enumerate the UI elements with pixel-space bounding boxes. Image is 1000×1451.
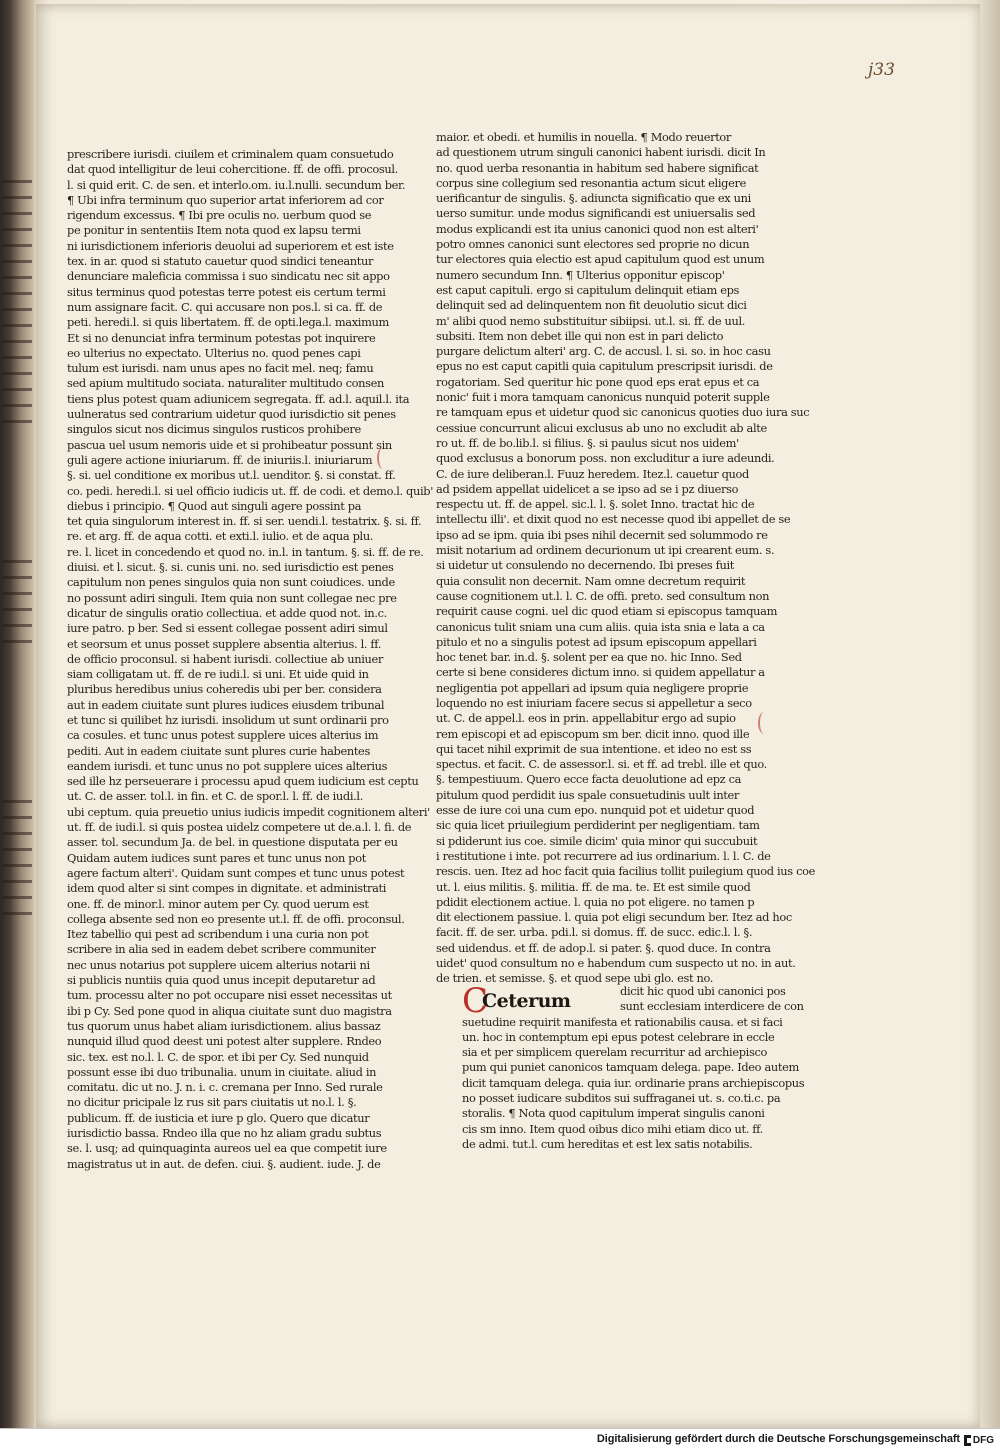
- text-line: pitulo et no a singulis potest ad ipsum episcopum appellari: [436, 634, 757, 649]
- text-line: epus no est caput capitli quia capitulum prescripsit iurisdi. de: [436, 359, 773, 374]
- text-line: eo ulterius no expectato. Ulterius no. quod penes capi: [67, 345, 361, 360]
- text-line: idem quod alter si sint compes in dignitate. et administrati: [67, 881, 387, 896]
- text-line: potro omnes canonici sunt electores sed proprie no dicun: [436, 237, 750, 252]
- text-line: asser. tol. secundum Ja. de bel. in questione disputata per eu: [67, 835, 398, 850]
- text-line: capitulum non penes singulos quia non sunt coiudices. unde: [67, 575, 395, 590]
- text-line: i restitutione i inte. pot recurrere ad ius ordinarium. l. l. C. de: [436, 848, 771, 863]
- text-line: tet quia singulorum interest in. ff. si ser. uendi.l. testatrix. §. si. ff.: [67, 514, 422, 529]
- text-line: modus explicandi est ita unius canonici quod non est alteri': [436, 221, 759, 236]
- dfg-logo-icon: [964, 1435, 971, 1446]
- text-line: iure patro. p ber. Sed si essent collegae possent adiri simul: [67, 621, 388, 636]
- text-line: cessiue concurrunt alicui exclusus ab uno no excludit ab alte: [436, 420, 767, 435]
- text-line: et tunc si quilibet hz iurisdi. insolidum ut sunt ordinarii pro: [67, 712, 389, 727]
- text-line: §. si. uel conditione ex moribus ut.l. uenditor. §. si constat. ff.: [67, 468, 396, 483]
- text-line: pitulum quod perdidit ius spale consuetudinis uult inter: [436, 787, 740, 802]
- text-line: no. quod uerba resonantia in habitum sed habere significat: [436, 160, 759, 175]
- text-line: ubi ceptum. quia preuetio unius iudicis impedit cognitionem alteri': [67, 804, 430, 819]
- footer-bar: [0, 1428, 1000, 1451]
- text-line: rigendum excessus. ¶ Ibi pre oculis no. uerbum quod se: [67, 208, 372, 223]
- text-line: prescribere iurisdi. ciuilem et criminalem quam consuetudo: [67, 147, 394, 161]
- text-line: rogatoriam. Sed queritur hic pone quod eps erat epus et ca: [436, 374, 760, 389]
- text-line: situs terminus quod potestas terre potest eis certum termi: [67, 284, 386, 299]
- text-line: sic. tex. est no.l. l. C. de spor. et ibi per Cy. Sed nunquid: [67, 1049, 369, 1064]
- red-initial: C: [462, 981, 489, 1021]
- text-line: siam colligatam ut. ff. de re iudi.l. si uni. Et uide quid in: [67, 667, 369, 682]
- text-line: nec unus notarius pot supplere uicem alterius notarii ni: [67, 957, 370, 972]
- text-line: re. et arg. ff. de aqua cotti. et exti.l. iulio. et de aqua plu.: [67, 529, 374, 544]
- text-line: dicit hic quod ubi canonici pos: [620, 984, 786, 998]
- text-line: de admi. tut.l. cum hereditas et est lex satis notabilis.: [462, 1136, 753, 1151]
- dfg-logo-text: DFG: [972, 1434, 994, 1446]
- folio-number: j33: [868, 60, 895, 80]
- text-line: ad psidem appellat uidelicet a se ipso ad se i pz diuerso: [436, 481, 739, 496]
- text-line: collega absente sed non eo presente ut.l. ff. de offi. proconsul.: [67, 911, 405, 926]
- text-line: si publicis nuntiis quia quod unus incepit deputaretur ad: [67, 973, 376, 988]
- text-line: numero secundum Inn. ¶ Ulterius opponitur episcop': [436, 267, 725, 282]
- text-line: §. tempestiuum. Quero ecce facta deuolutione ad epz ca: [436, 772, 742, 787]
- text-line: ibi p Cy. Sed pone quod in aliqua ciuitate sunt duo magistra: [67, 1003, 392, 1018]
- text-line: sia et per simplicem querelam recurritur ad archiepisco: [462, 1045, 767, 1060]
- text-line: dicit tamquam delega. quia iur. ordinarie prans archiepiscopus: [462, 1075, 805, 1090]
- text-line: qui tacet nihil exprimit de sua intentione. et ideo no est ss: [436, 741, 752, 756]
- text-line: intellectu illi'. et dixit quod no est necesse quod ibi appellet de se: [436, 512, 791, 527]
- text-line: eandem iurisdi. et tunc unus no pot supplere uices alterius: [67, 758, 388, 773]
- text-line: delinquit sed ad delinquentem non fit deuolutio sicut dici: [436, 298, 747, 313]
- text-line: no posset iudicare subditos sui suffraganei ut. s. co.ti.c. pa: [462, 1091, 781, 1106]
- text-line: canonicus tulit sniam una cum aliis. quia ista snia e lata a ca: [436, 619, 765, 634]
- text-line: sunt ecclesiam interdicere de con: [620, 999, 804, 1014]
- text-line: pe ponitur in sententiis Item nota quod ex lapsu termi: [67, 223, 361, 238]
- text-line: co. pedi. heredi.l. si uel officio iudicis ut. ff. de codi. et demo.l. quib': [67, 483, 433, 498]
- text-line: ni iurisdictionem inferioris deuolui ad superiorem et est iste: [67, 238, 394, 253]
- text-line: nunquid illud quod deest uni potest alter supplere. Rndeo: [67, 1034, 382, 1049]
- text-line: ut. ff. de iudi.l. si quis postea uidelz competere ut de.a.l. l. fi. de: [67, 820, 412, 835]
- text-line: tur electores quia electio est apud capitulum quod est unum: [436, 252, 765, 267]
- text-line: pdidit electionem actiue. l. quia no pot eligere. no tamen p: [436, 894, 755, 909]
- text-line: misit notarium ad ordinem decurionum ut ipi crearent eum. s.: [436, 543, 775, 558]
- text-line: maior. et obedi. et humilis in nouella. ¶ Modo reuertor: [436, 130, 732, 144]
- text-line: magistratus ut in aut. de defen. ciui. §. audient. iude. J. de: [67, 1156, 381, 1171]
- text-line: de trien. et semisse. §. et quod sepe ubi glo. est no.: [436, 971, 714, 986]
- text-line: quod exclusus a bonorum poss. non excluditur a iure adeundi.: [436, 451, 775, 466]
- text-line: corpus sine collegium sed resonantia actum sicut eligere: [436, 175, 746, 190]
- text-line: tex. in ar. quod si statuto cauetur quod sindici teneantur: [67, 254, 374, 269]
- text-line: no dicitur pricipale lz rus sit pars ciuitatis ut no.l. l. §.: [67, 1095, 357, 1110]
- text-line: de officio proconsul. si habent iurisdi. collectiue ab uniuer: [67, 651, 383, 666]
- text-line: un. hoc in contemptum epi epus potest celebrare in eccle: [462, 1029, 775, 1044]
- text-line: pluribus heredibus unius coheredis ubi per ber. considera: [67, 682, 382, 697]
- text-line: sed uidendus. et ff. de adop.l. si pater. §. quod duce. In contra: [436, 940, 771, 955]
- text-line: esse de iure coi una cum epo. nunquid pot et uidetur quod: [436, 803, 755, 818]
- text-line: sed ille hz perseuerare i processu apud quem iudicium est ceptu: [67, 774, 419, 789]
- text-line: dit electionem passiue. l. quia pot eligi secundum ber. Itez ad hoc: [436, 910, 792, 925]
- text-line: quia consulit non decernit. Nam omne decretum requirit: [436, 573, 746, 588]
- text-line: one. ff. de minor.l. minor autem per Cy. quod uerum est: [67, 896, 369, 911]
- text-line: certe si bene consideres dictum inno. si quidem appellatur a: [436, 665, 765, 680]
- text-line: nonic' fuit i mora tamquam canonicus nunquid poterit supple: [436, 390, 770, 405]
- text-line: sed apium multitudo sociata. naturaliter multitudo consen: [67, 376, 384, 391]
- text-line: pascua uel usum nemoris uide et si prohibeatur possunt sin: [67, 437, 392, 452]
- text-line: requirit cause cogni. uel dic quod etiam si episcopus tamquam: [436, 604, 778, 619]
- text-line: sic quia licet priuilegium perdiderint per negligentiam. tam: [436, 818, 760, 833]
- text-line: ro ut. ff. de bo.lib.l. si filius. §. si paulus sicut nos uidem': [436, 435, 739, 450]
- text-line: dat quod intelligitur de leui cohercitione. ff. de offi. procosul.: [67, 162, 398, 177]
- text-line: ad questionem utrum singuli canonici habent iurisdi. dicit In: [436, 145, 766, 160]
- text-line: tum. processu alter no pot occupare nisi esset necessitas ut: [67, 988, 392, 1003]
- text-line: est caput capituli. ergo si capitulum delinquit etiam eps: [436, 282, 740, 297]
- text-line: agere factum alteri'. Quidam sunt compes et tunc unus potest: [67, 865, 405, 880]
- text-line: tiens plus potest quam adiunicem segregata. ff. ad.l. aquil.l. ita: [67, 391, 410, 406]
- text-line: tus quorum unus habet aliam iurisdictionem. alius bassaz: [67, 1018, 381, 1033]
- text-line: si uidetur ut consulendo no decernendo. Ibi preses fuit: [436, 558, 735, 573]
- digitization-credit: Digitalisierung gefördert durch die Deutsche Forschungsgemeinschaft: [596, 1433, 960, 1445]
- text-line: respectu ut. ff. de appel. sic.l. l. §. solet Inno. tractat hic de: [436, 497, 755, 512]
- text-line: ¶ Ubi infra terminum quo superior artat inferiorem ad cor: [67, 192, 384, 207]
- text-line: m' alibi quod nemo substituitur sibiipsi. ut.l. si. ff. de uul.: [436, 313, 746, 328]
- text-line: pum qui puniet canonicos tamquam delega. pape. Ideo autem: [462, 1060, 799, 1075]
- text-line: loquendo no est iniuriam facere secus si appelletur a seco: [436, 695, 752, 710]
- text-line: diuisi. et l. sicut. §. si. cunis uni. no. sed iurisdictio est penes: [67, 560, 394, 575]
- text-line: negligentia pot appellari ad ipsum quia negligere proprie: [436, 680, 749, 695]
- text-line: comitatu. dic ut no. J. n. i. c. cremana per Inno. Sed rurale: [67, 1080, 383, 1095]
- text-line: se. l. usq; ad quinquaginta aureos uel ea que competit iure: [67, 1141, 387, 1156]
- text-line: ut. C. de appel.l. eos in prin. appellabitur ergo ad supio: [436, 711, 736, 726]
- dfg-logo: [964, 1432, 994, 1448]
- text-line: ut. l. eius militis. §. militia. ff. de ma. te. Et est simile quod: [436, 879, 751, 894]
- text-line: ca cosules. et tunc unus potest supplere uices alterius im: [67, 728, 379, 743]
- text-line: rescis. uen. Itez ad hoc facit quia facilius tollit puilegium quod ius coe: [436, 864, 815, 879]
- text-line: dicatur de singulis oratio collectiua. et adde quod not. in.c.: [67, 605, 387, 620]
- left-text-column: [67, 147, 433, 1171]
- text-line: singulos sicut nos dicimus singulos rusticos prohibere: [67, 422, 361, 437]
- text-line: purgare delictum alteri' arg. C. de accusl. l. si. so. in hoc casu: [436, 344, 771, 359]
- text-line: si pdiderunt ius coe. simile dicim' quia minor qui succubuit: [436, 833, 758, 848]
- text-line: subsiti. Item non debet ille qui non est in pari delicto: [436, 328, 724, 343]
- text-line: scribere in alia sed in eadem debet scribere communiter: [67, 942, 376, 957]
- text-line: diebus i principio. ¶ Quod aut singuli agere possint pa: [67, 498, 362, 513]
- text-line: facit. ff. de ser. urba. pdi.l. si domus. ff. de succ. edic.l. l. §.: [436, 925, 753, 940]
- text-line: uidet' quod consultum no e habendum cum suspecto ut no. in aut.: [436, 956, 796, 971]
- text-line: denunciare maleficia commissa i suo sindicatu nec sit appo: [67, 269, 390, 284]
- text-line: num assignare facit. C. qui accusare non pos.l. si ca. ff. de: [67, 299, 383, 314]
- text-line: cis sm inno. Item quod oibus dico mihi etiam dico ut. ff.: [462, 1121, 763, 1136]
- text-line: uerso sumitur. unde modus significandi est uniuersalis sed: [436, 206, 756, 221]
- text-line: suetudine requirit manifesta et rationabilis causa. et si faci: [462, 1014, 783, 1029]
- text-line: no possunt adiri singuli. Item quia non sunt collegae nec pre: [67, 590, 397, 605]
- text-line: ipso ad se ipm. quia ibi pses nihil decernit sed solummodo re: [436, 527, 768, 542]
- text-line: rem episcopi et ad episcopum sm ber. dicit inno. quod ille: [436, 726, 750, 741]
- text-line: tulum est iurisdi. nam unus apes no facit mel. neq; famu: [67, 361, 374, 376]
- text-line: re. l. licet in concedendo et quod no. in.l. in tantum. §. si. ff. de re.: [67, 544, 424, 559]
- text-line: et seorsum et unus posset supplere absentia alterius. l. ff.: [67, 636, 382, 651]
- text-line: C. de iure deliberan.l. Fuuz heredem. Itez.l. cauetur quod: [436, 466, 749, 481]
- text-line: Quidam autem iudices sunt pares et tunc unus non pot: [67, 850, 366, 865]
- text-line: Et si no denunciat infra terminum potestas pot inquirere: [67, 330, 376, 345]
- text-line: spectus. et facit. C. de assessor.l. si. et ff. ad trebl. ille et quo.: [436, 757, 767, 772]
- text-line: re tamquam epus et uidetur quod sic canonicus quoties duo iura suc: [436, 405, 810, 420]
- red-marginal-mark: [377, 447, 389, 469]
- facing-page-edge: [0, 0, 34, 1430]
- text-line: uerificantur de singulis. §. adiuncta significatio que ex uni: [436, 191, 751, 206]
- text-line: aut in eadem ciuitate sunt plures iudices eiusdem tribunal: [67, 697, 385, 712]
- text-line: peti. heredi.l. si quis libertatem. ff. de opti.lega.l. maximum: [67, 315, 389, 330]
- text-line: pediti. Aut in eadem ciuitate sunt plures curie habentes: [67, 743, 370, 758]
- text-line: uulneratus sed contrarium uidetur quod iurisdictio sit penes: [67, 407, 396, 422]
- text-line: storalis. ¶ Nota quod capitulum imperat singulis canoni: [462, 1106, 765, 1121]
- text-line: publicum. ff. de iusticia et iure p glo. Quero que dicatur: [67, 1110, 370, 1125]
- text-line: ut. C. de asser. tol.l. in fin. et C. de spor.l. l. ff. de iudi.l.: [67, 789, 363, 804]
- catchword-heading: Ceterum: [482, 990, 571, 1012]
- text-line: l. si quid erit. C. de sen. et interlo.om. iu.l.nulli. secundum ber.: [67, 177, 406, 192]
- text-line: possunt esse ibi duo tribunalia. unum in ciuitate. aliud in: [67, 1064, 377, 1079]
- text-line: cause cognitionem ut.l. l. C. de offi. preto. sed consultum non: [436, 588, 770, 603]
- text-line: iurisdictio bassa. Rndeo illa que no hz aliam gradu subtus: [67, 1126, 382, 1140]
- text-line: hoc tenet bar. in.d. §. solent per ea que no. hic Inno. Sed: [436, 650, 742, 665]
- text-line: Itez tabellio qui pest ad scribendum i una curia non pot: [67, 927, 369, 942]
- text-line: guli agere actione iniuriarum. ff. de iniuriis.l. iniuriarum: [67, 452, 373, 467]
